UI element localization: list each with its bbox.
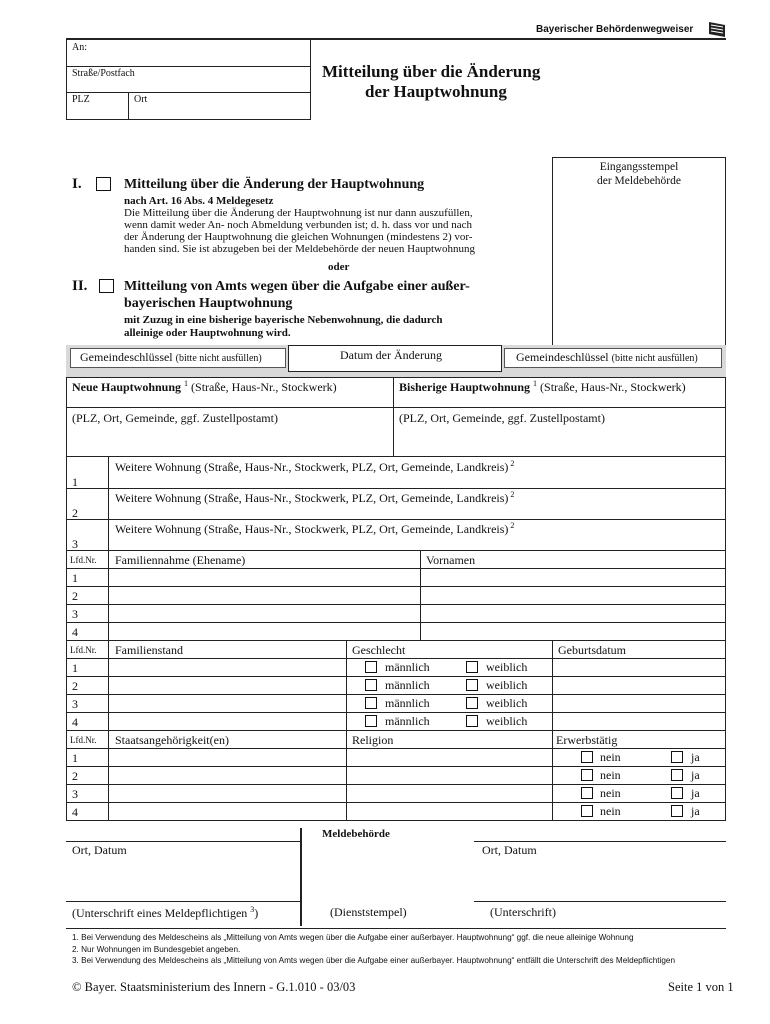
row-3-ja-checkbox[interactable]	[671, 787, 683, 799]
copyright-notice: © Bayer. Staatsministerium des Innern - G.1.010 - 03/03	[72, 980, 356, 994]
row-1-maennlich-checkbox[interactable]	[365, 661, 377, 673]
row-1-nein-checkbox[interactable]	[581, 751, 593, 763]
form-title	[322, 62, 622, 102]
section-1-number: I.	[72, 176, 82, 192]
row-1-weiblich-checkbox[interactable]	[466, 661, 478, 673]
row-4-weiblich-label: weiblich	[486, 714, 528, 728]
bisherige-hauptwohnung-bold: Bisherige Hauptwohnung	[399, 380, 531, 394]
oder-label: oder	[328, 261, 350, 273]
row-3-weiblich-checkbox[interactable]	[466, 697, 478, 709]
row-3-nein-label: nein	[600, 786, 621, 800]
weitere-wohnung-3-label[interactable]	[115, 521, 514, 537]
row-1-weiblich-label: weiblich	[486, 660, 528, 674]
row-2-maennlich-checkbox[interactable]	[365, 679, 377, 691]
weitere-wohnung-divider	[108, 457, 109, 551]
footnote-1: 1. Bei Verwendung des Meldescheins als „Mitteilung von Amts wegen über die Aufgabe einer außerbayer. Hauptwohnung“ ggf. die neue alleinige Wohnung	[72, 933, 634, 942]
section-1-checkbox[interactable]	[96, 177, 111, 191]
row-2-weiblich-label: weiblich	[486, 678, 528, 692]
familienstand-row-3-number: 3	[72, 697, 78, 711]
geschlecht-divider	[346, 641, 347, 731]
row-4-maennlich-checkbox[interactable]	[365, 715, 377, 727]
row-3-maennlich-label: männlich	[385, 696, 430, 710]
address-divider-1	[66, 66, 311, 67]
row-4-ja-checkbox[interactable]	[671, 805, 683, 817]
gemeindeschluessel-right-hint: (bitte nicht ausfüllen)	[611, 353, 698, 364]
weitere-wohnung-3-footnote: 2	[510, 521, 515, 530]
geburtsdatum-header: Geburtsdatum	[558, 643, 626, 657]
geburtsdatum-divider	[552, 641, 553, 731]
row-4-nein-checkbox[interactable]	[581, 805, 593, 817]
weitere-wohnung-1-text: Weitere Wohnung (Straße, Haus-Nr., Stockwerk, PLZ, Ort, Gemeinde, Landkreis)	[115, 460, 509, 474]
weitere-wohnung-2-label[interactable]	[115, 490, 514, 506]
row-1-nein-label: nein	[600, 750, 621, 764]
names-row-3-number: 3	[72, 607, 78, 621]
familienstand-row-line-3	[66, 712, 726, 713]
address-rows-hdivider	[66, 407, 726, 408]
stamp-label-line-1: Eingangsstempel	[599, 161, 679, 173]
staats-row-line-3	[66, 802, 726, 803]
weitere-wohnung-2-text: Weitere Wohnung (Straße, Haus-Nr., Stockwerk, PLZ, Ort, Gemeinde, Landkreis)	[115, 491, 509, 505]
neue-hauptwohnung-hint: (Straße, Haus-Nr., Stockwerk)	[191, 380, 337, 394]
names-row-4-number: 4	[72, 625, 78, 639]
section-2-number: II.	[72, 278, 88, 294]
neue-hauptwohnung-label[interactable]	[72, 379, 337, 395]
row-2-maennlich-label: männlich	[385, 678, 430, 692]
unterschrift-behoerde-label[interactable]: (Unterschrift)	[490, 905, 556, 919]
section-2-heading	[124, 278, 470, 312]
weitere-wohnung-2-number: 2	[72, 506, 78, 520]
unterschrift-meldepflichtiger-label[interactable]	[72, 905, 258, 921]
gemeindeschluessel-left-hint: (bitte nicht ausfüllen)	[175, 353, 262, 364]
section-2-heading-line-2: bayerischen Hauptwohnung	[124, 296, 293, 311]
address-box	[66, 39, 311, 120]
row-1-ja-label: ja	[691, 750, 700, 764]
weitere-wohnung-1-footnote: 2	[510, 459, 515, 468]
unterschrift-meldepflichtiger-text: (Unterschrift eines Meldepflichtigen	[72, 906, 248, 920]
row-2-ja-label: ja	[691, 768, 700, 782]
section-1-text-4: handen sind. Sie ist abzugeben bei der Meldebehörde der neuen Hauptwohnung	[124, 243, 475, 255]
gemeindeschluessel-left-label	[80, 350, 262, 365]
sig-left-bottom-line	[66, 901, 300, 902]
address-ort-label: Ort	[134, 94, 148, 105]
familienstand-lfdnr-header: Lfd.Nr.	[70, 645, 97, 655]
weitere-row-divider-2	[66, 519, 726, 520]
row-2-nein-label: nein	[600, 768, 621, 782]
neue-hauptwohnung-footnote: 1	[184, 379, 189, 388]
staats-lfdnr-divider	[108, 731, 109, 821]
staats-row-1-number: 1	[72, 751, 78, 765]
row-2-nein-checkbox[interactable]	[581, 769, 593, 781]
row-4-ja-label: ja	[691, 804, 700, 818]
section-1-subheading: nach Art. 16 Abs. 4 Meldegesetz	[124, 195, 274, 207]
row-3-nein-checkbox[interactable]	[581, 787, 593, 799]
familienstand-row-2-number: 2	[72, 679, 78, 693]
familienstand-row-1-number: 1	[72, 661, 78, 675]
geschlecht-header: Geschlecht	[352, 643, 406, 657]
section-2-checkbox[interactable]	[99, 279, 114, 293]
address-divider-2	[66, 92, 311, 93]
stamp-label-line-2: der Meldebehörde	[597, 175, 681, 187]
bisherige-hauptwohnung-label[interactable]	[399, 379, 686, 395]
row-4-weiblich-checkbox[interactable]	[466, 715, 478, 727]
familienstand-row-line-0	[66, 658, 726, 659]
weitere-wohnung-3-text: Weitere Wohnung (Straße, Haus-Nr., Stockwerk, PLZ, Ort, Gemeinde, Landkreis)	[115, 522, 509, 536]
row-3-weiblich-label: weiblich	[486, 696, 528, 710]
names-row-line-2	[66, 604, 726, 605]
page-number: Seite 1 von 1	[668, 980, 734, 994]
names-row-line-3	[66, 622, 726, 623]
datum-aenderung-label: Datum der Änderung	[340, 348, 442, 362]
footnote-3: 3. Bei Verwendung des Meldescheins als „Mitteilung von Amts wegen über die Aufgabe einer außerbayer. Hauptwohnung“ entfällt die Unterschrift des Meldepflichtigen	[72, 956, 676, 965]
religion-divider	[346, 731, 347, 821]
form-title-line-1: Mitteilung über die Änderung	[322, 62, 541, 81]
section-2-heading-line-1: Mitteilung von Amts wegen über die Aufgabe einer außer-	[124, 279, 470, 294]
names-lfdnr-divider	[108, 551, 109, 641]
staats-row-2-number: 2	[72, 769, 78, 783]
sig-right-top-line	[474, 841, 726, 842]
dienststempel-label: (Dienststempel)	[330, 905, 407, 919]
familienname-header: Familiennahme (Ehename)	[115, 553, 246, 567]
address-strasse-label: Straße/Postfach	[72, 68, 135, 79]
row-2-ja-checkbox[interactable]	[671, 769, 683, 781]
publisher-name: Bayerischer Behördenwegweiser	[536, 24, 694, 35]
row-4-maennlich-label: männlich	[385, 714, 430, 728]
weitere-wohnung-2-footnote: 2	[510, 490, 515, 499]
row-4-nein-label: nein	[600, 804, 621, 818]
staats-lfdnr-header: Lfd.Nr.	[70, 735, 97, 745]
section-1-text-2: wenn damit weder An- noch Abmeldung verbunden ist; d. h. dass vor und nach	[124, 219, 472, 231]
staats-row-3-number: 3	[72, 787, 78, 801]
ort-datum-left-label[interactable]: Ort, Datum	[72, 843, 127, 857]
gemeindeschluessel-left-text: Gemeindeschlüssel	[80, 350, 173, 364]
vornamen-header: Vornamen	[426, 553, 476, 567]
row-2-weiblich-checkbox[interactable]	[466, 679, 478, 691]
staats-row-line-2	[66, 784, 726, 785]
section-1-description	[124, 207, 475, 255]
names-vornamen-divider	[420, 551, 421, 641]
address-plz-label: PLZ	[72, 94, 90, 105]
gemeindeschluessel-right-text: Gemeindeschlüssel	[516, 350, 609, 364]
section-2-sub-line-2: alleinige oder Hauptwohnung wird.	[124, 327, 291, 339]
names-row-2-number: 2	[72, 589, 78, 603]
religion-header: Religion	[352, 733, 394, 747]
unterschrift-meldepflichtiger-footnote: 3	[250, 905, 255, 914]
section-1-text-3: der Änderung der Hauptwohnung die gleichen Wohnungen (mindestens 2) vor-	[124, 231, 473, 243]
bisherige-hauptwohnung-footnote: 1	[533, 379, 538, 388]
neue-plz-label[interactable]: (PLZ, Ort, Gemeinde, ggf. Zustellpostamt)	[72, 411, 278, 425]
footnotes	[72, 932, 675, 967]
neue-hauptwohnung-bold: Neue Hauptwohnung	[72, 380, 182, 394]
gemeindeschluessel-right-label	[516, 350, 698, 365]
weitere-wohnung-1-number: 1	[72, 475, 78, 489]
familienstand-row-4-number: 4	[72, 715, 78, 729]
address-plz-divider	[128, 92, 129, 120]
bisherige-plz-label[interactable]: (PLZ, Ort, Gemeinde, ggf. Zustellpostamt)	[399, 411, 605, 425]
flag-icon	[708, 20, 726, 38]
names-lfdnr-header: Lfd.Nr.	[70, 555, 97, 565]
ort-datum-right-label[interactable]: Ort, Datum	[482, 843, 537, 857]
row-1-ja-checkbox[interactable]	[671, 751, 683, 763]
erwerbstaetig-header: Erwerbstätig	[556, 733, 618, 747]
footnote-2: 2. Nur Wohnungen im Bundesgebiet angeben.	[72, 944, 241, 954]
signature-divider	[300, 828, 302, 926]
row-1-maennlich-label: männlich	[385, 660, 430, 674]
address-an-label: An:	[72, 42, 87, 53]
weitere-row-divider-1	[66, 488, 726, 489]
section-1-text-1: Die Mitteilung über die Änderung der Hauptwohnung ist nur dann auszufüllen,	[124, 207, 473, 219]
erwerbstaetig-divider	[552, 731, 553, 821]
row-3-maennlich-checkbox[interactable]	[365, 697, 377, 709]
section-2-sub-line-1: mit Zuzug in eine bisherige bayerische Nebenwohnung, die dadurch	[124, 314, 443, 326]
familienstand-row-line-1	[66, 676, 726, 677]
bisherige-hauptwohnung-hint: (Straße, Haus-Nr., Stockwerk)	[540, 380, 686, 394]
footnotes-rule	[66, 928, 726, 929]
names-row-1-number: 1	[72, 571, 78, 585]
row-3-ja-label: ja	[691, 786, 700, 800]
stamp-label	[552, 160, 726, 188]
names-row-line-1	[66, 586, 726, 587]
staats-row-4-number: 4	[72, 805, 78, 819]
familienstand-header: Familienstand	[115, 643, 183, 657]
address-rows-divider	[393, 377, 394, 457]
form-title-line-2: der Hauptwohnung	[365, 82, 507, 101]
unterschrift-meldepflichtiger-close: )	[254, 906, 259, 920]
weitere-wohnung-1-label[interactable]	[115, 459, 514, 475]
familienstand-row-line-2	[66, 694, 726, 695]
section-1-heading: Mitteilung über die Änderung der Hauptwohnung	[124, 177, 425, 192]
staatsangehoerigkeit-header: Staatsangehörigkeit(en)	[115, 733, 229, 747]
sig-left-top-line	[66, 841, 300, 842]
staats-row-line-0	[66, 748, 726, 749]
familienstand-lfdnr-divider	[108, 641, 109, 731]
sig-right-bottom-line	[474, 901, 726, 902]
staats-row-line-1	[66, 766, 726, 767]
names-row-line-0	[66, 568, 726, 569]
weitere-wohnung-3-number: 3	[72, 537, 78, 551]
section-2-subtext	[124, 314, 443, 340]
meldebehoerde-label: Meldebehörde	[322, 828, 390, 840]
